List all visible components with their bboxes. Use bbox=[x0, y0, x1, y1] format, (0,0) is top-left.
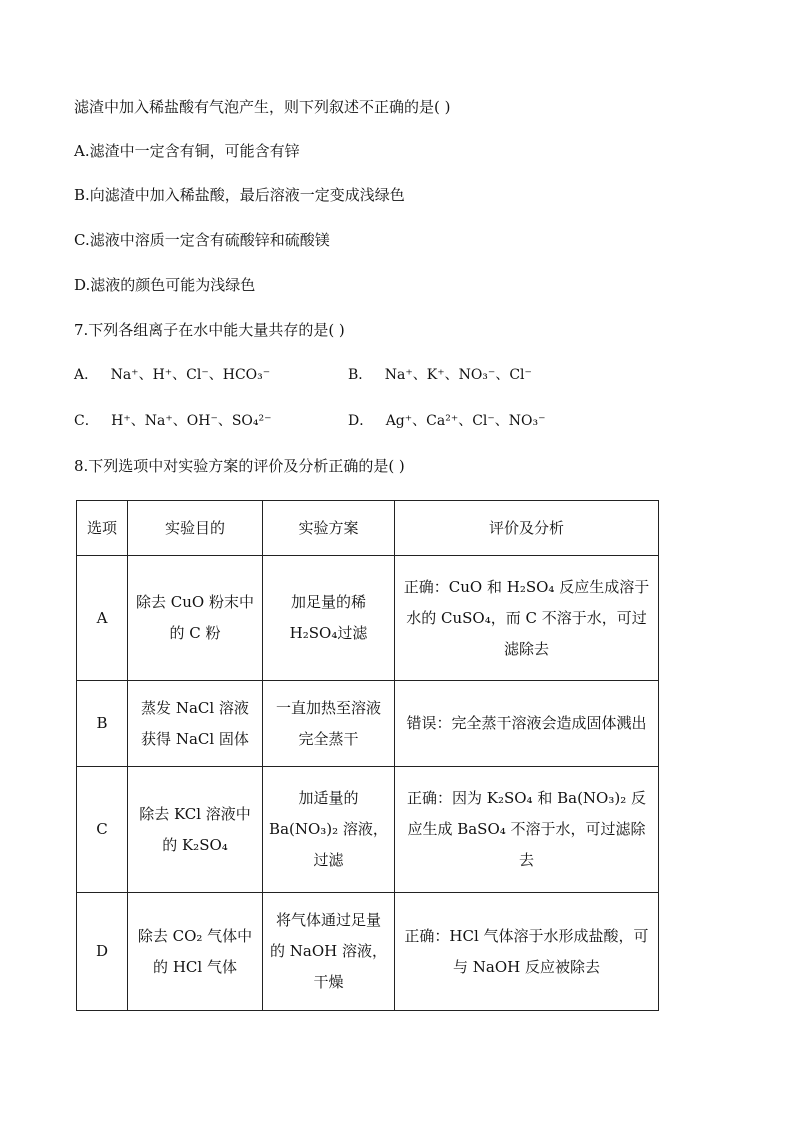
q7-option-d bbox=[348, 411, 546, 431]
q8-cell-analysis: 正确：CuO 和 H₂SO₄ 反应生成溶于水的 CuSO₄，而 C 不溶于水，可过滤除去 bbox=[395, 556, 659, 681]
q8-row-d bbox=[77, 893, 659, 1011]
q7-option-d-ions: Ag⁺、Ca²⁺、Cl⁻、NO₃⁻ bbox=[385, 413, 546, 429]
q8-row-b bbox=[77, 681, 659, 767]
q8-cell-plan: 将气体通过足量的 NaOH 溶液，干燥 bbox=[263, 893, 395, 1011]
q6-option-d: D.滤液的颜色可能为浅绿色 bbox=[74, 276, 256, 294]
q8-cell-option: D bbox=[77, 893, 128, 1011]
q8-cell-plan: 加足量的稀H₂SO₄过滤 bbox=[263, 556, 395, 681]
q6-option-c: C.滤液中溶质一定含有硫酸锌和硫酸镁 bbox=[74, 231, 330, 249]
q8-header-row bbox=[77, 501, 659, 556]
q8-header-purpose: 实验目的 bbox=[128, 501, 263, 556]
q7-option-a bbox=[74, 365, 270, 385]
q8-cell-analysis: 正确：HCl 气体溶于水形成盐酸，可与 NaOH 反应被除去 bbox=[395, 893, 659, 1011]
q8-cell-plan: 一直加热至溶液完全蒸干 bbox=[263, 681, 395, 767]
q8-table bbox=[76, 500, 659, 1011]
q6-stem: 滤渣中加入稀盐酸有气泡产生，则下列叙述不正确的是( ) bbox=[74, 98, 451, 116]
q7-option-b-ions: Na⁺、K⁺、NO₃⁻、Cl⁻ bbox=[384, 367, 532, 383]
q8-header-analysis: 评价及分析 bbox=[395, 501, 659, 556]
q8-cell-purpose: 蒸发 NaCl 溶液获得 NaCl 固体 bbox=[128, 681, 263, 767]
q7-option-c-letter: C． bbox=[74, 413, 99, 429]
q7-option-b-letter: B． bbox=[348, 367, 373, 383]
q7-option-a-ions: Na⁺、H⁺、Cl⁻、HCO₃⁻ bbox=[110, 367, 271, 383]
q8-cell-option: A bbox=[77, 556, 128, 681]
q8-header-plan: 实验方案 bbox=[263, 501, 395, 556]
q8-cell-option: C bbox=[77, 767, 128, 893]
q8-stem: 8.下列选项中对实验方案的评价及分析正确的是( ) bbox=[74, 457, 405, 475]
q6-option-a: A.滤渣中一定含有铜，可能含有锌 bbox=[74, 142, 300, 160]
q8-row-c bbox=[77, 767, 659, 893]
q7-option-a-letter: A． bbox=[74, 367, 99, 383]
q7-stem: 7.下列各组离子在水中能大量共存的是( ) bbox=[74, 321, 345, 339]
q7-option-d-letter: D． bbox=[348, 413, 374, 429]
q8-cell-plan: 加适量的 Ba(NO₃)₂ 溶液，过滤 bbox=[263, 767, 395, 893]
q8-cell-purpose: 除去 CuO 粉末中的 C 粉 bbox=[128, 556, 263, 681]
q7-option-c bbox=[74, 411, 272, 431]
q8-cell-analysis: 错误：完全蒸干溶液会造成固体溅出 bbox=[395, 681, 659, 767]
q8-cell-purpose: 除去 KCl 溶液中的 K₂SO₄ bbox=[128, 767, 263, 893]
q7-option-c-ions: H⁺、Na⁺、OH⁻、SO₄²⁻ bbox=[111, 413, 272, 429]
q8-cell-analysis: 正确：因为 K₂SO₄ 和 Ba(NO₃)₂ 反应生成 BaSO₄ 不溶于水，可过滤除去 bbox=[395, 767, 659, 893]
q8-cell-purpose: 除去 CO₂ 气体中的 HCl 气体 bbox=[128, 893, 263, 1011]
q8-row-a bbox=[77, 556, 659, 681]
q8-header-option: 选项 bbox=[77, 501, 128, 556]
q6-option-b: B.向滤渣中加入稀盐酸，最后溶液一定变成浅绿色 bbox=[74, 186, 405, 204]
q7-option-b bbox=[348, 365, 532, 385]
q8-cell-option: B bbox=[77, 681, 128, 767]
